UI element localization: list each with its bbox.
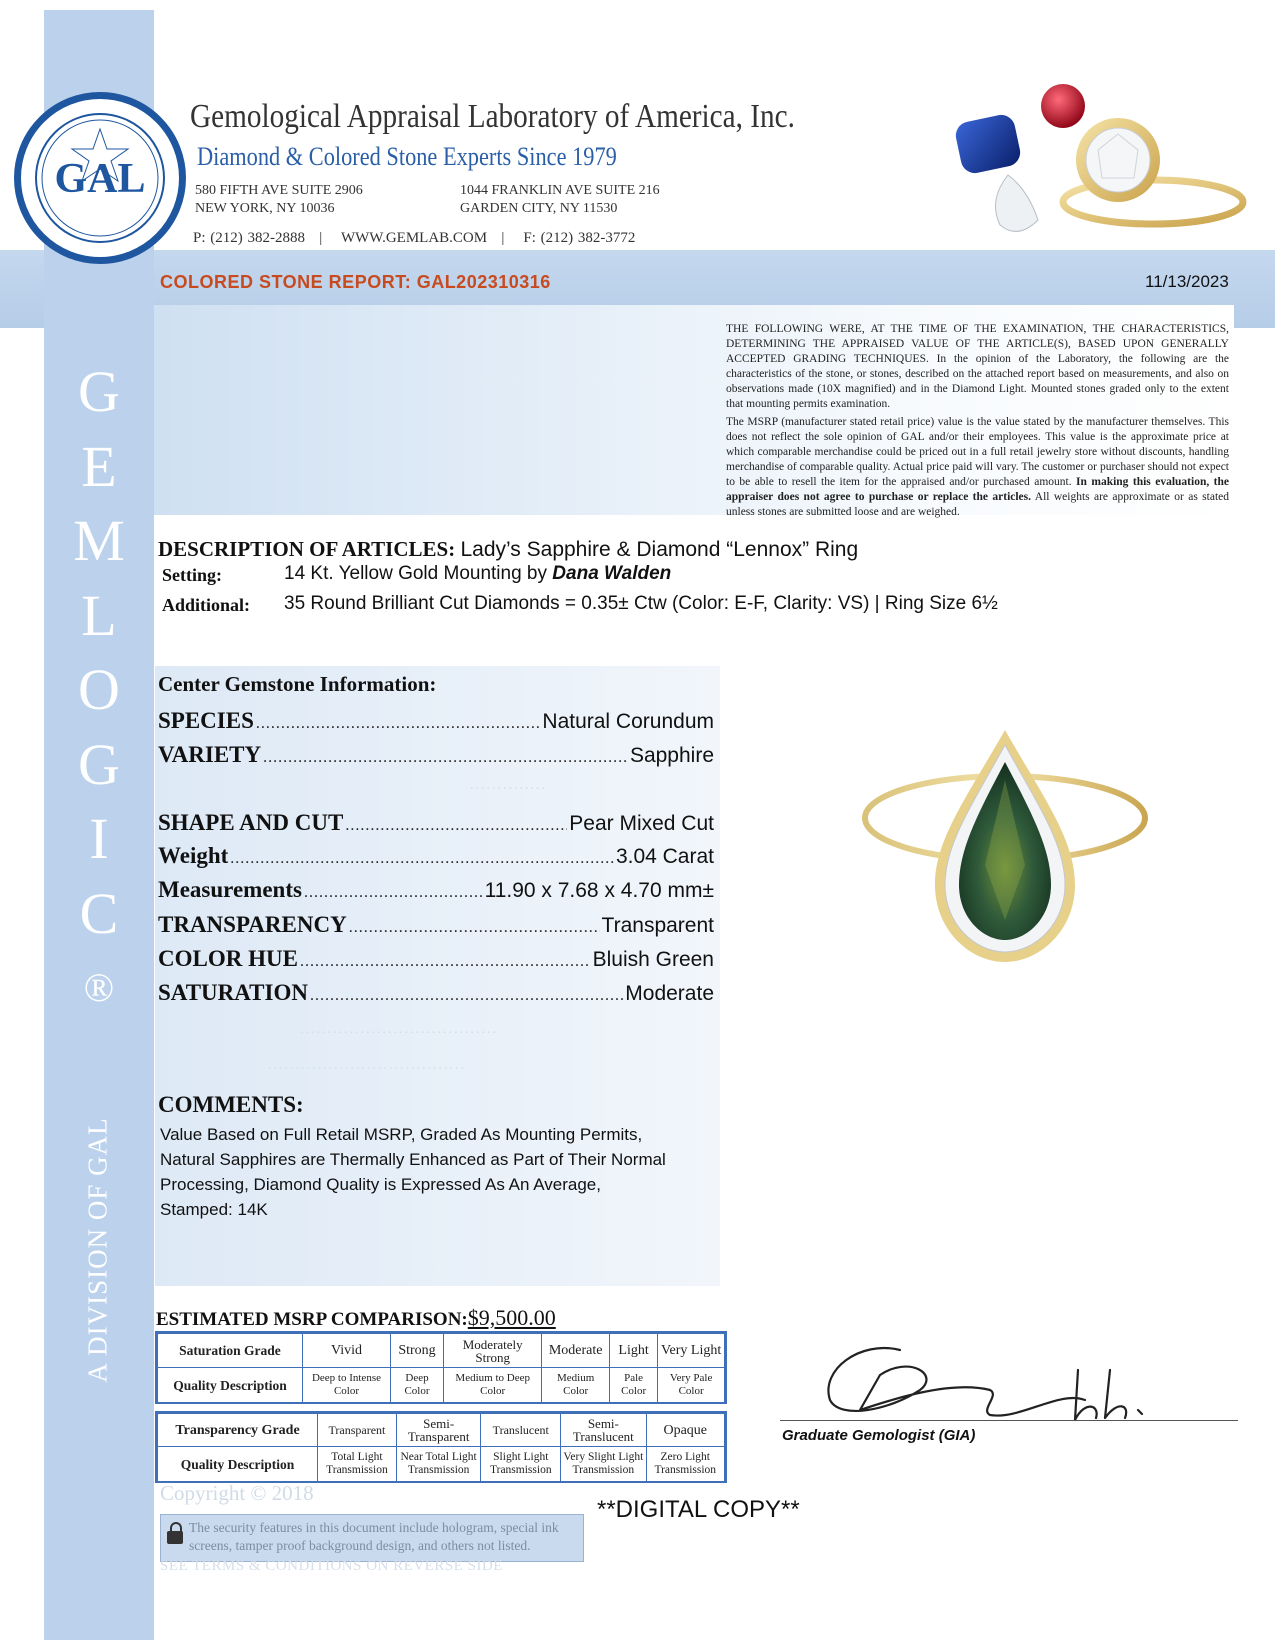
designer-name: Dana Walden bbox=[552, 563, 672, 584]
side-letter: L bbox=[81, 582, 117, 648]
description-label: DESCRIPTION OF ARTICLES: bbox=[158, 537, 456, 561]
spec-measurements: Measurements ..... 11.90 x 7.68 x 4.70 mm± bbox=[158, 877, 714, 903]
transparency-quality-cell: Total Light Transmission bbox=[318, 1447, 397, 1482]
quality-cell: Deep Color bbox=[390, 1368, 443, 1403]
faint-dots: .............. bbox=[470, 778, 547, 793]
side-gemlogic-letters bbox=[44, 355, 154, 1026]
saturation-cell: Light bbox=[609, 1334, 657, 1368]
msrp-comparison bbox=[156, 1305, 556, 1331]
quality-cell: Very Pale Color bbox=[658, 1368, 725, 1403]
side-letter: I bbox=[89, 806, 109, 871]
ring-photo bbox=[835, 690, 1175, 1030]
faint-dots: .................................... bbox=[268, 1058, 466, 1073]
faint-dots: .................................... bbox=[300, 1022, 498, 1037]
company-name: Gemological Appraisal Laboratory of America, Inc. bbox=[190, 98, 795, 135]
transparency-quality-cell: Near Total Light Transmission bbox=[396, 1447, 481, 1482]
signature-line bbox=[780, 1420, 1238, 1421]
spec-saturation: SATURATION ..... Moderate bbox=[158, 980, 714, 1006]
security-note: The security features in this document include hologram, special ink screens, tamper proof background design, and others not listed. bbox=[160, 1514, 584, 1562]
side-letter: O bbox=[78, 657, 120, 722]
quality-description-header: Quality Description bbox=[158, 1368, 303, 1403]
saturation-grade-header: Saturation Grade bbox=[158, 1334, 303, 1368]
quality-cell: Medium Color bbox=[542, 1368, 610, 1403]
saturation-grade-table bbox=[157, 1333, 725, 1403]
msrp-amount: $9,500.00 bbox=[467, 1305, 556, 1330]
transparency-quality-header: Quality Description bbox=[158, 1447, 318, 1482]
side-division-text: A DIVISION OF GAL bbox=[82, 1117, 113, 1383]
spec-weight: Weight ..... 3.04 Carat bbox=[158, 843, 714, 869]
transparency-quality-cell: Very Slight Light Transmission bbox=[561, 1447, 646, 1482]
company-tagline: Diamond & Colored Stone Experts Since 1979 bbox=[197, 142, 617, 171]
saturation-cell: Vivid bbox=[303, 1334, 391, 1368]
address-new-york: 580 FIFTH AVE SUITE 2906 NEW YORK, NY 10036 bbox=[195, 183, 363, 216]
report-title: COLORED STONE REPORT: GAL202310316 bbox=[160, 272, 551, 292]
spec-variety: VARIETY ..... Sapphire bbox=[158, 742, 714, 768]
spec-transparency: TRANSPARENCY ..... Transparent bbox=[158, 912, 714, 938]
disclaimer-para-1: THE FOLLOWING WERE, AT THE TIME OF THE EXAMINATION, THE CHARACTERISTICS, DETERMINING THE APPRAISED VALUE OF THE ARTICLE(S), BASED UPON GENERALLY ACCEPTED GRADING TECHNIQUES. In the opinion of the Laboratory, the following are the characteristics of the stone, or stones, described on the attached report based on measurements, and also on observations made (10X magnified) and in the Diamond Light. Mounted stones graded only to the extent that mounting permits examination. bbox=[726, 323, 1229, 410]
side-letter: E bbox=[81, 433, 117, 499]
disclaimer-text bbox=[726, 322, 1229, 523]
saturation-cell: Very Light bbox=[658, 1334, 725, 1368]
transparency-cell: Semi-Transparent bbox=[396, 1414, 481, 1447]
transparency-grade-header: Transparency Grade bbox=[158, 1414, 318, 1447]
quality-cell: Deep to Intense Color bbox=[303, 1368, 391, 1403]
disclaimer-para-2: The MSRP (manufacturer stated retail price) value is the value stated by the manufacturer themselves. This does not reflect the sole opinion of GAL and/or their employees. This value is the approximate price at which comparable merchandise could be priced out in a full retail jewelry store without discounts, handling merchandise of comparable quality. Actual price paid will vary. The customer or purchaser should not expect to be able to resell the item for the appraised and/or purchased amount. In making this evaluation, the appraiser does not agree to purchase or replace the articles. All weights are approximate or as stated unless stones are submitted loose and are weighed. bbox=[726, 416, 1230, 518]
fax: F: (212) 382-3772 bbox=[523, 230, 636, 246]
center-gemstone-title: Center Gemstone Information: bbox=[158, 672, 437, 696]
signature-label: Graduate Gemologist (GIA) bbox=[782, 1427, 976, 1444]
additional-label: Additional: bbox=[162, 595, 251, 615]
report-date: 11/13/2023 bbox=[1145, 272, 1229, 291]
additional-row bbox=[162, 593, 998, 616]
description-of-articles bbox=[158, 537, 858, 562]
side-letter: ® bbox=[83, 965, 115, 1010]
copyright-text: Copyright © 2018 bbox=[160, 1481, 314, 1505]
comments-title: COMMENTS: bbox=[158, 1092, 304, 1117]
transparency-cell: Semi-Translucent bbox=[561, 1414, 646, 1447]
transparency-quality-cell: Zero Light Transmission bbox=[646, 1447, 724, 1482]
setting-row bbox=[162, 563, 672, 586]
contact-line: P: (212) 382-2888 | WWW.GEMLAB.COM | F: (212) 382-3772 bbox=[193, 230, 636, 246]
spec-color-hue: COLOR HUE ..... Bluish Green bbox=[158, 946, 714, 972]
setting-label: Setting: bbox=[162, 565, 222, 585]
gal-seal-logo bbox=[14, 92, 186, 264]
side-letter: M bbox=[73, 508, 125, 573]
transparency-quality-cell: Slight Light Transmission bbox=[481, 1447, 561, 1482]
saturation-cell: Moderately Strong bbox=[444, 1334, 542, 1368]
additional-value: 35 Round Brilliant Cut Diamonds = 0.35± Ctw (Color: E-F, Clarity: VS) | Ring Size 6½ bbox=[284, 593, 998, 614]
website-link[interactable]: WWW.GEMLAB.COM bbox=[340, 230, 488, 246]
spec-shape-and-cut: SHAPE AND CUT ..... Pear Mixed Cut bbox=[158, 810, 714, 836]
comments-text: Value Based on Full Retail MSRP, Graded As Mounting Permits, Natural Sapphires are Thermally Enhanced as Part of Their Normal Processing, Diamond Quality is Expressed As An Average, Stamped: 14K bbox=[160, 1125, 666, 1219]
transparency-grade-table bbox=[157, 1413, 725, 1482]
digital-copy-label: **DIGITAL COPY** bbox=[597, 1496, 800, 1523]
lock-icon bbox=[167, 1531, 183, 1544]
gemstones-illustration bbox=[948, 80, 1248, 245]
transparency-cell: Transparent bbox=[318, 1414, 397, 1447]
seal-text: GAL bbox=[54, 156, 146, 202]
setting-value: 14 Kt. Yellow Gold Mounting by Dana Walden bbox=[284, 563, 672, 584]
gemologist-signature bbox=[800, 1330, 1220, 1440]
terms-notice: SEE TERMS & CONDITIONS ON REVERSE SIDE bbox=[160, 1558, 503, 1574]
side-letter: G bbox=[78, 359, 120, 424]
side-letter: G bbox=[78, 731, 120, 797]
quality-cell: Medium to Deep Color bbox=[444, 1368, 542, 1403]
quality-cell: Pale Color bbox=[609, 1368, 657, 1403]
description-value: Lady’s Sapphire & Diamond “Lennox” Ring bbox=[460, 538, 859, 561]
transparency-cell: Opaque bbox=[646, 1414, 724, 1447]
address-garden-city: 1044 FRANKLIN AVE SUITE 216 GARDEN CITY, NY 11530 bbox=[460, 183, 660, 216]
saturation-cell: Moderate bbox=[542, 1334, 610, 1368]
spec-species: SPECIES ..... Natural Corundum bbox=[158, 708, 714, 734]
side-letter: C bbox=[79, 880, 119, 946]
transparency-cell: Translucent bbox=[481, 1414, 561, 1447]
saturation-cell: Strong bbox=[390, 1334, 443, 1368]
msrp-label: ESTIMATED MSRP COMPARISON: bbox=[156, 1309, 468, 1330]
phone: P: (212) 382-2888 bbox=[193, 230, 305, 246]
